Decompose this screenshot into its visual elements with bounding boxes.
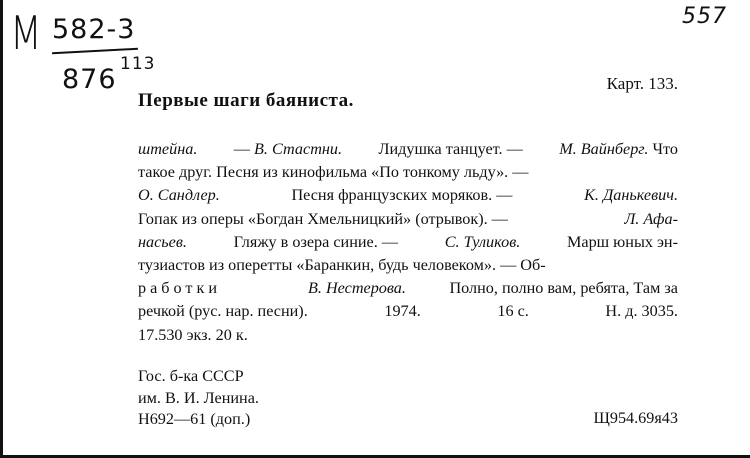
author-name: М. Вайнберг.: [559, 140, 649, 158]
author-name: С. Туликов.: [444, 232, 521, 251]
print-run-price: 17.530 экз. 20 к.: [138, 325, 248, 344]
corner-number: 557: [682, 4, 727, 29]
body-line-3: [138, 184, 678, 207]
text-fragment: речкой (рус. нар. песни).: [138, 302, 308, 321]
card-number: Карт. 133.: [606, 74, 678, 93]
text-fragment: такое друг. Песня из кинофильма «По тонкому льду». —: [138, 163, 529, 182]
text-fragment: Что: [648, 140, 678, 158]
card-body: [138, 138, 678, 347]
card-left-border: [0, 0, 3, 458]
book-title: Первые шаги баяниста.: [138, 90, 354, 111]
library-line-1: Гос. б-ка СССР: [138, 367, 244, 385]
library-line-3: Н692—61 (доп.): [138, 410, 251, 428]
author-name: насьев.: [138, 232, 187, 251]
plate-number: Н. д. 3035.: [605, 302, 678, 321]
text-fragment: Марш юных эн-: [567, 232, 678, 251]
shelfmark-letter: М: [10, 6, 43, 60]
body-line-8: [138, 300, 678, 323]
text-fragment: Полно, полно вам, ребята, Там за: [449, 279, 678, 298]
author-name: К. Данькевич.: [584, 186, 678, 205]
body-line-4: [138, 208, 678, 231]
text-fragment: Гопак из оперы «Богдан Хмельницкий» (отрывок). —: [138, 209, 508, 228]
text-fragment: штейна.: [138, 140, 198, 158]
text-fragment: Гляжу в озера синие. —: [233, 232, 398, 251]
text-fragment: Лидушка танцует. —: [378, 140, 523, 158]
library-line-2: им. В. И. Ленина.: [138, 388, 259, 407]
author-name: Л. Афа-: [624, 209, 678, 228]
section-label: работки: [138, 279, 221, 298]
text-fragment: Песня французских моряков. —: [291, 186, 513, 205]
page-count: 16 с.: [497, 302, 529, 321]
body-line-1: [138, 138, 678, 161]
body-line-5: [138, 231, 678, 254]
author-name: О. Сандлер.: [138, 186, 220, 205]
classification-code: Щ954.69я43: [593, 409, 678, 427]
author-name: В. Нестерова.: [308, 279, 406, 298]
text-fragment: —: [233, 140, 255, 158]
body-line-6: [138, 254, 678, 277]
body-line-2: [138, 161, 678, 184]
publication-year: 1974.: [384, 302, 421, 321]
body-line-9: [138, 324, 678, 347]
shelfmark-number: 876: [62, 64, 117, 95]
shelfmark-code: 582-3: [52, 14, 136, 45]
author-name: В. Стастни.: [254, 140, 343, 158]
library-stamp: [138, 366, 259, 431]
shelfmark-superscript: 113: [120, 54, 156, 74]
text-fragment: тузиастов из оперетты «Баранкин, будь человеком». — Об-: [138, 255, 546, 274]
body-line-7: [138, 277, 678, 300]
